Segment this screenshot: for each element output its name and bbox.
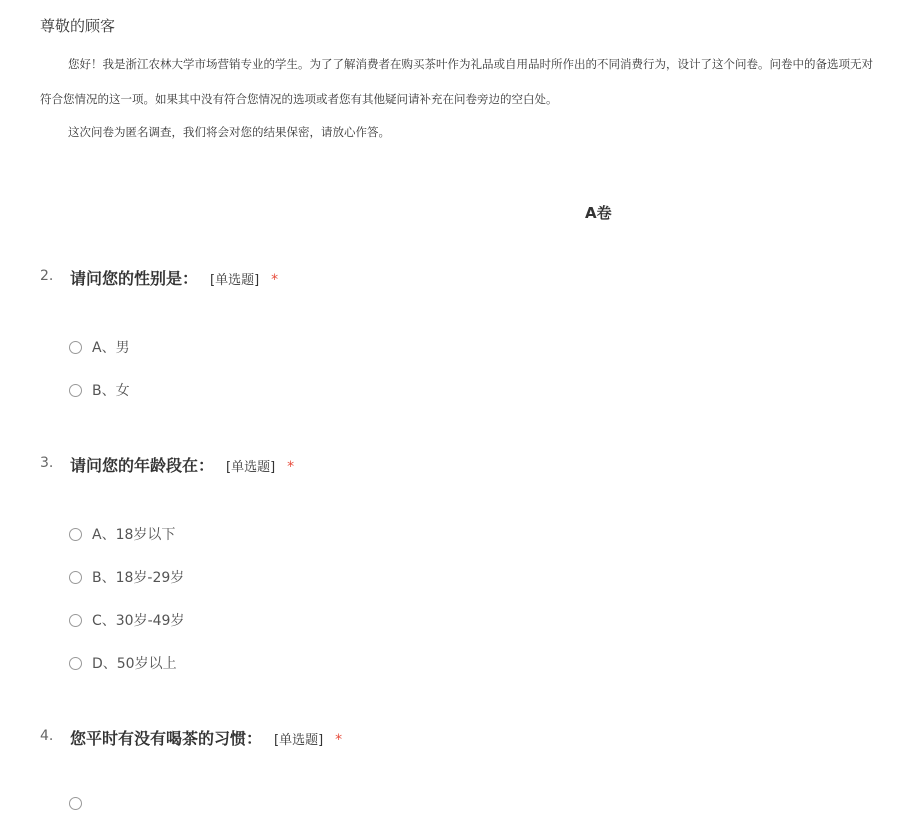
question-text: 您平时有没有喝茶的习惯：: [70, 729, 263, 748]
question-number: 2.: [40, 268, 54, 284]
greeting-heading: 尊敬的顾客: [40, 17, 116, 35]
radio-button[interactable]: [69, 571, 82, 584]
option-under-18[interactable]: [69, 524, 175, 544]
option-label: B、女: [92, 383, 130, 399]
option-label: A、男: [92, 340, 130, 356]
radio-button[interactable]: [69, 341, 82, 354]
question-title: [70, 726, 342, 749]
required-marker: *: [271, 272, 279, 288]
radio-button[interactable]: [69, 384, 82, 397]
question-title: [70, 266, 278, 289]
section-title: A卷: [585, 204, 612, 222]
option-male[interactable]: [69, 337, 130, 357]
option-label: D、50岁以上: [92, 656, 177, 672]
question-number: 4.: [40, 728, 54, 744]
radio-button[interactable]: [69, 657, 82, 670]
intro-paragraph-2: 符合您情况的这一项。如果其中没有符合您情况的选项或者您有其他疑问请补充在问卷旁边的空白处。: [40, 92, 558, 106]
required-marker: *: [287, 459, 295, 475]
question-type-label: [单选题]: [210, 273, 260, 288]
option-50-plus[interactable]: [69, 653, 177, 673]
required-marker: *: [335, 732, 343, 748]
radio-button[interactable]: [69, 797, 82, 810]
radio-button[interactable]: [69, 528, 82, 541]
question-number: 3.: [40, 455, 54, 471]
question-type-label: [单选题]: [226, 460, 276, 475]
option-18-29[interactable]: [69, 567, 184, 587]
question-type-label: [单选题]: [274, 733, 324, 748]
option-female[interactable]: [69, 380, 130, 400]
option-label: B、18岁-29岁: [92, 570, 185, 586]
radio-button[interactable]: [69, 614, 82, 627]
option-label: A、18岁以下: [92, 527, 176, 543]
option-30-49[interactable]: [69, 610, 184, 630]
question-text: 请问您的性别是：: [70, 269, 199, 288]
intro-paragraph-1: 您好！我是浙江农林大学市场营销专业的学生。为了了解消费者在购买茶叶作为礼品或自用品时所作出的不同消费行为，设计了这个问卷。问卷中的备选项无对: [68, 57, 873, 71]
option-label: C、30岁-49岁: [92, 613, 185, 629]
intro-paragraph-3: 这次问卷为匿名调查，我们将会对您的结果保密，请放心作答。: [68, 125, 390, 139]
question-text: 请问您的年龄段在：: [70, 456, 215, 475]
question-title: [70, 453, 294, 476]
option-partial[interactable]: [69, 793, 92, 813]
